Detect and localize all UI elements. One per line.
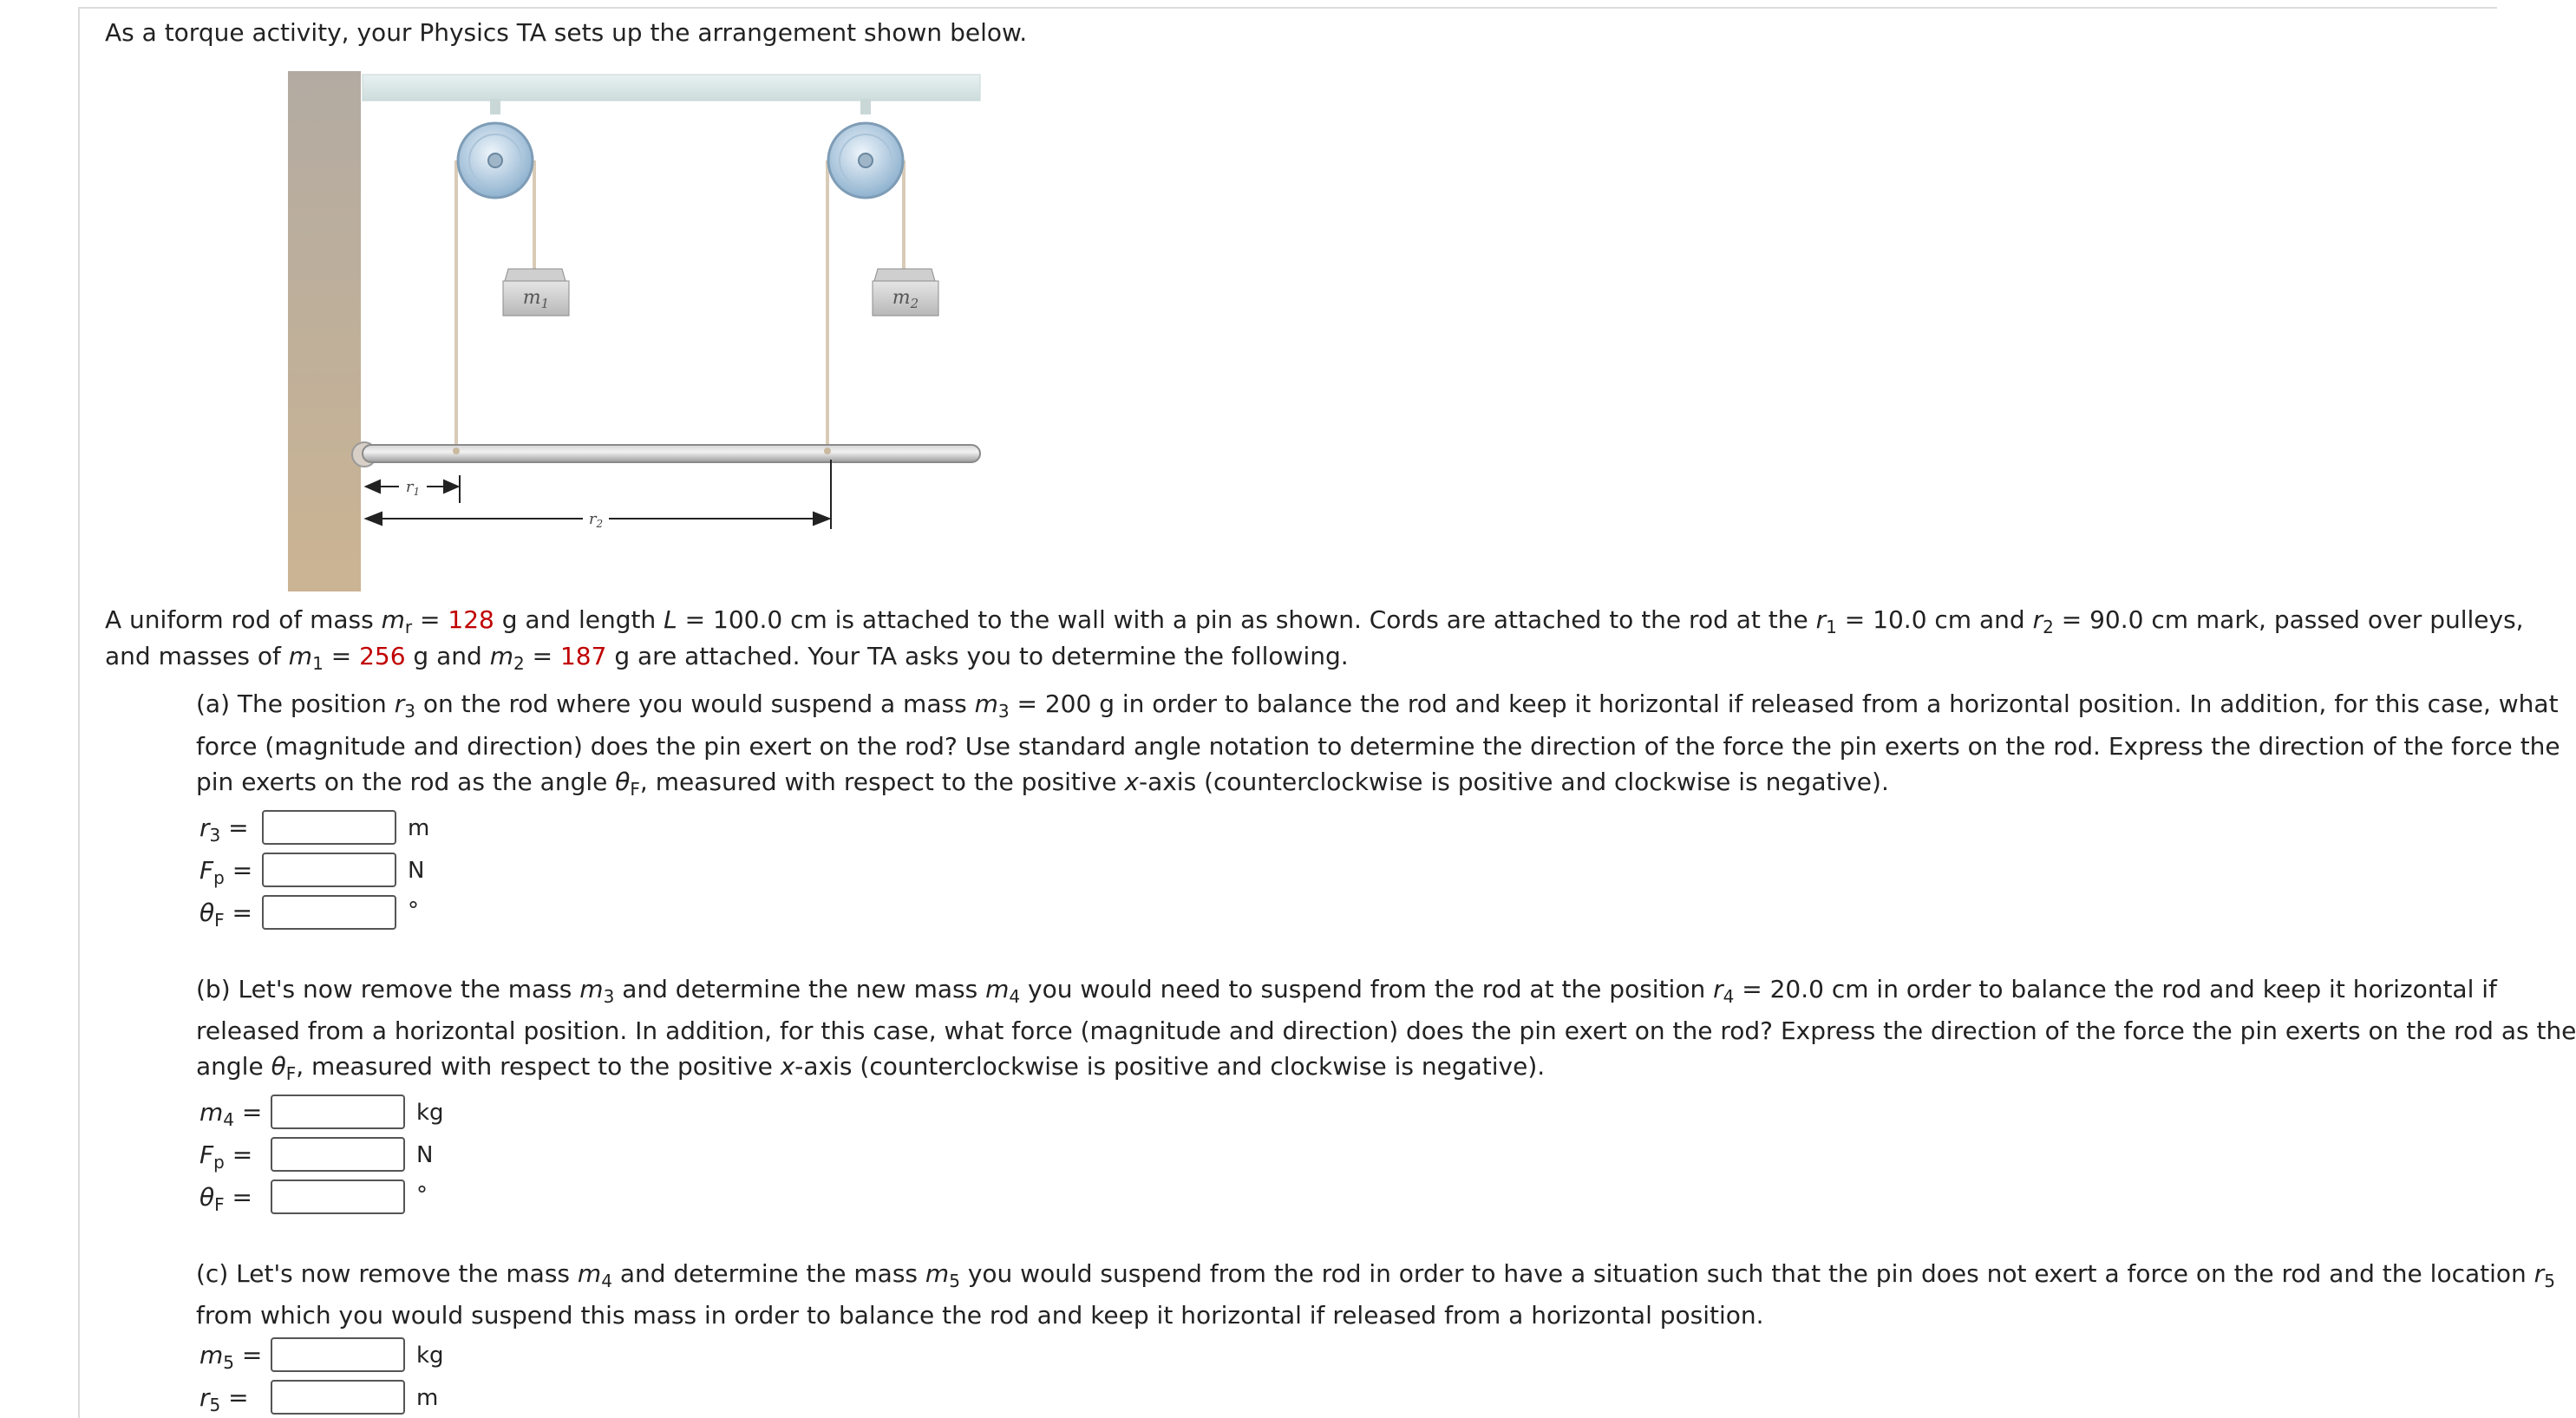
problem-line-2: and masses of $m_1 = 256$ g and $m_2 = 187$ g are attached. Your TA asks you to determine the following.: [105, 642, 1349, 674]
r5-input[interactable]: [271, 1380, 405, 1415]
fp-a-input[interactable]: [262, 853, 396, 887]
fp-a-unit: N: [408, 858, 425, 884]
fp-b-unit: N: [416, 1142, 434, 1168]
part-c-line-1: (c) Let's now remove the mass $m_4$ and determine the mass $m_5$ you would suspend from the rod in order to have a situation such that the pin does not exert a force on the rod and the location $r_5$: [196, 1259, 2555, 1291]
part-b-line-1: (b) Let's now remove the mass $m_3$ and determine the new mass $m_4$ you would need to suspend from the rod at the position $r_4 = 20.0$ cm in order to balance the rod and keep it horizontal if: [196, 975, 2497, 1007]
theta-b-unit: °: [416, 1182, 428, 1208]
r1-dimension: [366, 475, 460, 503]
r2-label: $r_2$: [588, 510, 604, 530]
part-b-line-3: angle $\theta_F$, measured with respect to the positive x-axis (counterclockwise is positive and clockwise is negative).: [196, 1052, 1546, 1084]
theta-b-label: $\theta_F$ =: [199, 1183, 253, 1215]
part-a-line-3: pin exerts on the rod as the angle $\theta_F$, measured with respect to the positive x-axis (counterclockwise is positive and clockwise is negative).: [196, 768, 1889, 800]
fp-b-label: $F_p$ =: [199, 1140, 253, 1173]
part-b-line-2: released from a horizontal position. In addition, for this case, what force (magnitude and direction) does the pin exert on the rod? Express the direction of the force the pin exerts on the rod as the: [196, 1016, 2576, 1045]
intro-text: As a torque activity, your Physics TA sets up the arrangement shown below.: [105, 18, 1028, 47]
part-c-line-2: from which you would suspend this mass in order to balance the rod and keep it horizontal if released from a horizontal position.: [196, 1301, 1764, 1330]
m5-input[interactable]: [271, 1337, 405, 1372]
mass-1-block: [503, 269, 569, 316]
r5-label: $r_5$ =: [199, 1383, 249, 1415]
mass-2-block: [873, 269, 938, 316]
torque-apparatus-figure: [286, 69, 980, 598]
m4-input[interactable]: [271, 1095, 405, 1129]
ceiling-beam: [363, 75, 980, 101]
r5-unit: m: [416, 1385, 439, 1411]
mass-1-label: $m_1$: [522, 287, 550, 311]
r2-dimension: [366, 460, 831, 530]
r1-label: $r_1$: [405, 478, 421, 498]
mass-2-label: $m_2$: [892, 287, 919, 311]
m4-unit: kg: [416, 1100, 444, 1126]
part-a-line-1: (a) The position $r_3$ on the rod where you would suspend a mass $m_3 = 200$ g in order to balance the rod and keep it horizontal if released from a horizontal position. In addition, for this case, what: [196, 689, 2559, 722]
m5-unit: kg: [416, 1343, 444, 1369]
r3-input[interactable]: [262, 810, 396, 845]
fp-a-label: $F_p$ =: [199, 856, 253, 888]
m5-label: $m_5$ =: [199, 1341, 263, 1373]
theta-a-input[interactable]: [262, 895, 396, 930]
r3-label: $r_3$ =: [199, 814, 249, 846]
theta-a-label: $\theta_F$ =: [199, 899, 253, 931]
m4-label: $m_4$ =: [199, 1098, 263, 1130]
rod: [352, 442, 980, 467]
theta-a-unit: °: [408, 898, 419, 924]
theta-b-input[interactable]: [271, 1179, 405, 1214]
r3-unit: m: [408, 815, 430, 841]
wall: [288, 71, 361, 591]
part-a-line-2: force (magnitude and direction) does the pin exert on the rod? Use standard angle notation to determine the direction of the force the pin exerts on the rod. Express the direction of the force the: [196, 732, 2560, 761]
fp-b-input[interactable]: [271, 1137, 405, 1172]
problem-line-1: A uniform rod of mass $m_r = 128$ g and length L = 100.0 cm is attached to the wall with a pin as shown. Cords are attached to the rod at the $r_1 = 10.0$ cm and $r_2 = 90.0$ cm mark, passed over pulleys,: [105, 605, 2524, 637]
